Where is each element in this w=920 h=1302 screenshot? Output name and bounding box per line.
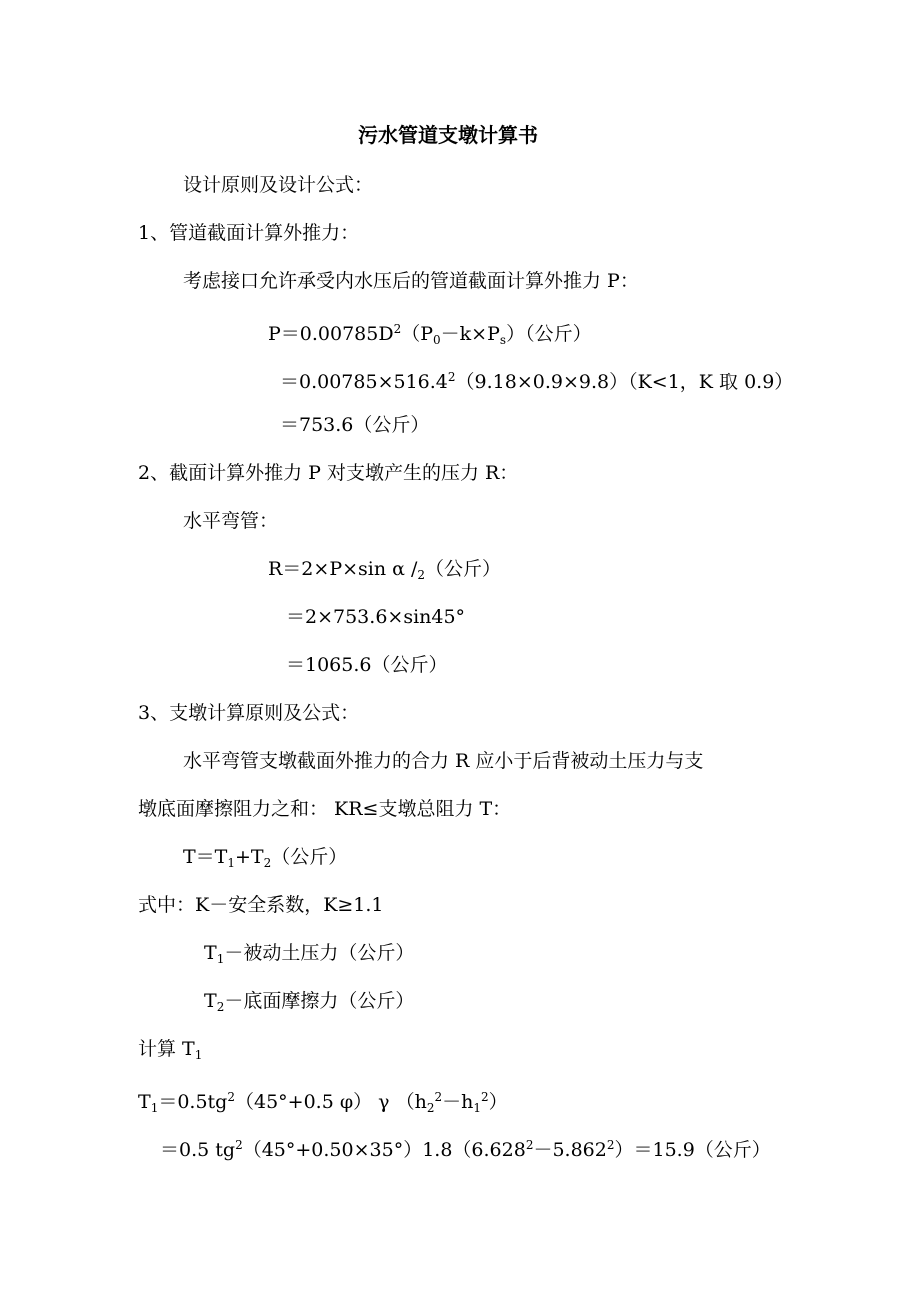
section-3-paragraph-line-2: 墩底面摩擦阻力之和： KR≤支墩总阻力 T： [138, 798, 512, 820]
where-t1: $T_1-$被动土压力（公斤） [204, 942, 415, 966]
formula-t1-substitution: ＝0.5 $tg^2(45^\circ+0.50\times 35^\circ)1.8(6.628^2-5.862^2)=15.9$（公斤） [160, 1138, 771, 1161]
section-2-subheading: 水平弯管： [183, 510, 279, 532]
formula-r: R＝2×P×sin α $/_2$（公斤） [268, 558, 502, 582]
formula-t: $T=T_1+T_2$（公斤） [183, 846, 348, 870]
page-title: 污水管道支墩计算书 [358, 123, 538, 147]
formula-r-result: ＝1065.6（公斤） [286, 654, 448, 676]
section-3-heading: 3、支墩计算原则及公式： [138, 702, 360, 724]
section-2-heading: 2、截面计算外推力 P 对支墩产生的压力 R： [138, 462, 519, 484]
formula-p-result: ＝753.6（公斤） [280, 414, 430, 436]
where-k: 式中：K－安全系数，K≥1.1 [138, 894, 384, 916]
section-3-paragraph-line-1: 水平弯管支墩截面外推力的合力 R 应小于后背被动土压力与支 [183, 750, 704, 772]
intro-text: 设计原则及设计公式： [183, 174, 374, 196]
calc-t1-label: 计算 $T_1$ [138, 1038, 203, 1062]
section-1-description: 考虑接口允许承受内水压后的管道截面计算外推力 P： [183, 270, 639, 292]
formula-p: $P=0.00785D^2(P_0-k\times P_s)$（公斤） [268, 322, 592, 347]
where-t2: $T_2-$底面摩擦力（公斤） [204, 990, 415, 1014]
section-1-heading: 1、管道截面计算外推力： [138, 222, 360, 244]
formula-r-substitution: ＝2×753.6×sin45° [286, 606, 466, 628]
formula-p-substitution: $=0.00785\times 516.4^2(9.18\times 0.9\times 9.8)(K<1$，K 取 0.9） [280, 370, 794, 393]
formula-t1: $T_1=0.5tg^2(45^\circ+0.5$ φ） γ $(h_2^2-h_1^2)$ [138, 1090, 508, 1115]
